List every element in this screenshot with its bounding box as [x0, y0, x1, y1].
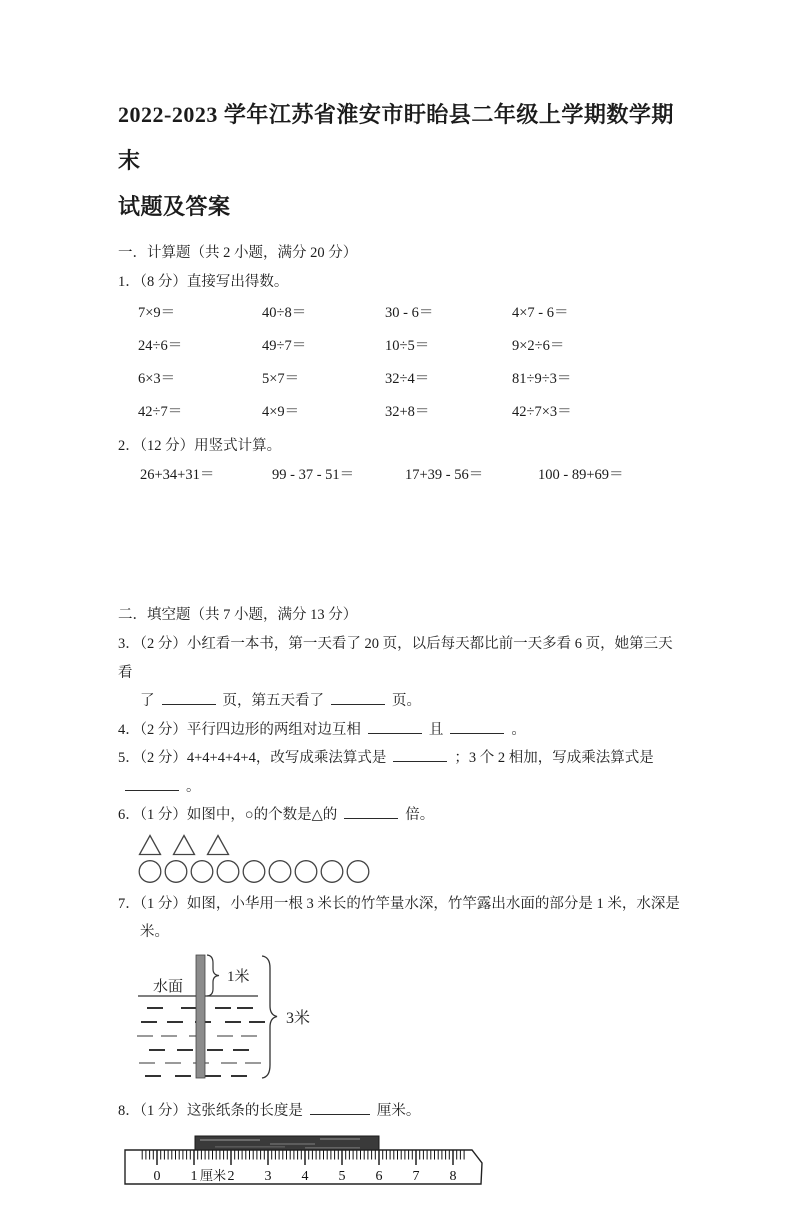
- equation: 5×7＝: [262, 370, 300, 387]
- circle-shape: [164, 859, 188, 884]
- answer-blank: [162, 690, 216, 706]
- equation: 26+34+31＝: [140, 467, 215, 483]
- equation: 42÷7＝: [138, 403, 183, 420]
- triangle-shape: [172, 834, 196, 856]
- circle-shape: [294, 859, 318, 884]
- ruler-unit-label: 厘米: [200, 1168, 227, 1183]
- ruler-number: 2: [227, 1169, 235, 1184]
- question4-text: 4．（2 分）平行四边形的两组对边互相: [118, 721, 361, 738]
- equation: 30 - 6＝: [385, 304, 434, 321]
- water-surface-label: 水面: [153, 978, 184, 995]
- answer-blank: [344, 804, 398, 820]
- answer-blank: [310, 1099, 370, 1115]
- question3-text: 页。: [392, 693, 421, 709]
- equation: 49÷7＝: [262, 337, 307, 354]
- equation: 17+39 - 56＝: [405, 467, 484, 483]
- equation: 9×2÷6＝: [512, 337, 565, 354]
- title-line-2: 试题及答案: [118, 194, 231, 219]
- question3-text: 页，第五天看了: [222, 693, 324, 709]
- circle-shape: [216, 859, 240, 884]
- section2-header: 二．填空题（共 7 小题，满分 13 分）: [118, 607, 358, 623]
- ruler-figure: [120, 1133, 520, 1211]
- question7-line2: 米。: [140, 924, 169, 940]
- question6-text: 6．（1 分）如图中，○的个数是△的: [118, 807, 338, 823]
- equation: 10÷5＝: [385, 337, 430, 354]
- question8: [118, 1097, 681, 1126]
- equation: 81÷9÷3＝: [512, 370, 572, 387]
- question8-text: 8．（1 分）这张纸条的长度是: [118, 1102, 303, 1119]
- question1-label: 1．（8 分）直接写出得数。: [118, 274, 289, 290]
- equation: 42÷7×3＝: [512, 403, 572, 420]
- equation: 99 - 37 - 51＝: [272, 467, 355, 483]
- triangle-shape: [138, 834, 162, 856]
- equation: 40÷8＝: [262, 304, 307, 321]
- equation: 7×9＝: [138, 304, 176, 321]
- question2-problems-grid: [140, 460, 681, 490]
- circle-shape: [268, 859, 292, 884]
- circle-shape: [346, 859, 370, 884]
- ruler-number: 6: [375, 1169, 383, 1184]
- equation: 24÷6＝: [138, 337, 183, 354]
- question3-line1: 3．（2 分）小红看一本书，第一天看了 20 页，以后每天都比前一天多看 6 页，她第三天看: [118, 636, 673, 681]
- circle-shape: [138, 859, 162, 884]
- worked-calculation-space: [118, 490, 681, 592]
- equation: 32÷4＝: [385, 370, 430, 387]
- triangle-shapes-row: [138, 834, 681, 856]
- ruler-number: 8: [449, 1169, 457, 1184]
- total-length-brace: [262, 956, 277, 1078]
- answer-blank: [368, 718, 422, 734]
- answer-blank: [450, 718, 504, 734]
- answer-blank: [393, 747, 447, 763]
- document-title: [118, 92, 681, 230]
- question5: [118, 744, 681, 801]
- equation: 100 - 89+69＝: [538, 467, 624, 483]
- paper-strip: [195, 1136, 379, 1151]
- ruler-number: 3: [264, 1169, 272, 1184]
- equation: 6×3＝: [138, 370, 176, 387]
- ruler-number: 4: [301, 1169, 309, 1184]
- water-depth-figure: [133, 951, 453, 1091]
- circle-shape: [242, 859, 266, 884]
- question4-text: 且: [428, 721, 444, 738]
- ruler-number: 7: [412, 1169, 420, 1184]
- triangle-shape: [206, 834, 230, 856]
- bamboo-pole: [196, 955, 205, 1078]
- ruler-number: 5: [338, 1169, 346, 1184]
- answer-blank: [125, 775, 179, 791]
- circle-shape: [190, 859, 214, 884]
- question6-text: 倍。: [405, 807, 435, 823]
- ruler-number: 0: [153, 1169, 161, 1184]
- question7-line1: 7．（1 分）如图，小华用一根 3 米长的竹竿量水深，竹竿露出水面的部分是 1 米，水深是: [118, 895, 680, 912]
- section1-header: 一．计算题（共 2 小题，满分 20 分）: [118, 245, 358, 261]
- answer-blank: [331, 690, 385, 706]
- question4: [118, 716, 681, 745]
- title-line-1: 2022-2023 学年江苏省淮安市盱眙县二年级上学期数学期末: [118, 102, 674, 173]
- above-water-brace: [207, 955, 219, 996]
- question5-text: 。: [186, 778, 201, 795]
- equation: 32+8＝: [385, 403, 430, 420]
- question3-text: 了: [140, 693, 155, 709]
- equation: 4×9＝: [262, 403, 300, 420]
- question4-text: 。: [511, 721, 526, 738]
- circle-shapes-row: [138, 856, 681, 884]
- question1-problems-grid: [138, 297, 681, 429]
- question5-text: ；3 个 2 相加，写成乘法算式是: [454, 750, 654, 766]
- question8-text: 厘米。: [376, 1102, 421, 1119]
- equation: 4×7 - 6＝: [512, 304, 569, 321]
- question2-label: 2．（12 分）用竖式计算。: [118, 437, 282, 454]
- above-water-label: 1米: [227, 968, 250, 985]
- ruler-number: 1: [190, 1169, 198, 1184]
- total-length-label: 3米: [286, 1009, 311, 1027]
- question5-text: 5．（2 分）4+4+4+4+4，改写成乘法算式是: [118, 750, 387, 766]
- circle-shape: [320, 859, 344, 884]
- question3-line2: [118, 687, 681, 716]
- question6: [118, 801, 681, 830]
